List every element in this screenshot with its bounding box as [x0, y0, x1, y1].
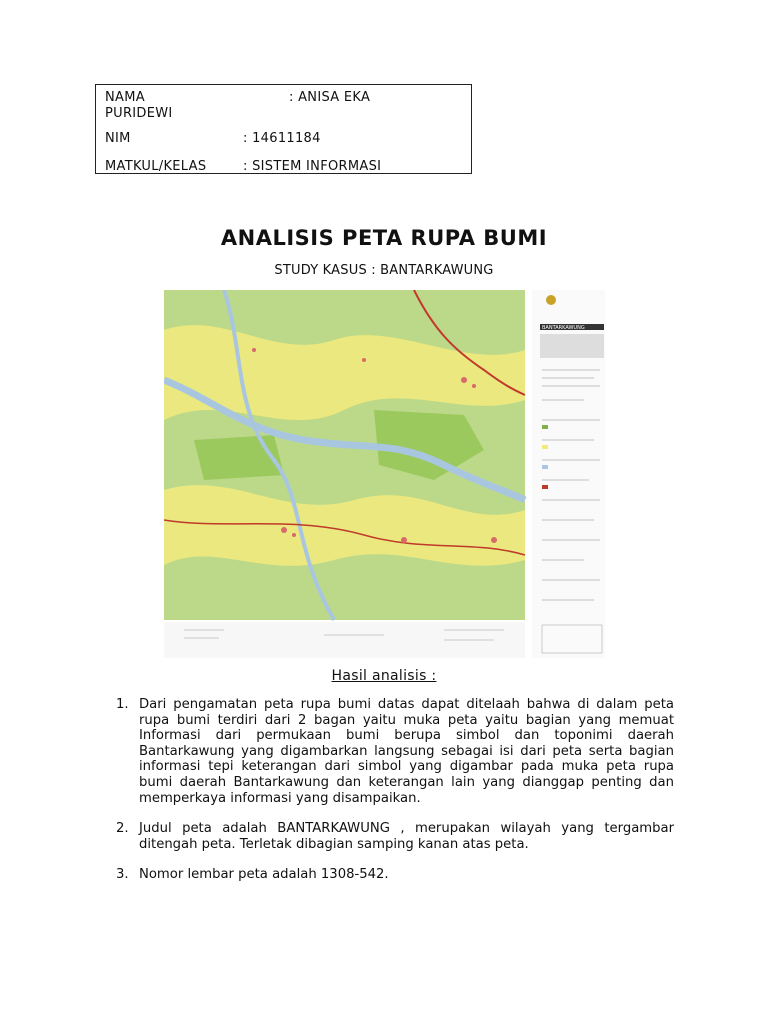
- name-value-continued: PURIDEWI: [105, 106, 173, 121]
- list-item-text: Nomor lembar peta adalah 1308-542.: [139, 867, 389, 883]
- identity-box: [95, 84, 472, 174]
- topographic-map-image: [164, 290, 605, 658]
- name-label: NAMA: [105, 90, 145, 105]
- list-item-number: 3.: [116, 867, 129, 883]
- list-item: [116, 867, 674, 883]
- class-label: MATKUL/KELAS: [105, 159, 207, 174]
- list-item: [116, 821, 674, 852]
- analysis-list: [116, 697, 674, 898]
- nim-value: : 14611184: [243, 131, 321, 146]
- name-value: : ANISA EKA: [289, 90, 371, 105]
- map-sheet-title: BANTARKAWUNG: [542, 325, 585, 331]
- list-item-text: Judul peta adalah BANTARKAWUNG , merupakan wilayah yang tergambar ditengah peta. Terletak dibagian samping kanan atas peta.: [139, 821, 674, 852]
- class-value: : SISTEM INFORMASI: [243, 159, 382, 174]
- nim-label: NIM: [105, 131, 131, 146]
- page-title: ANALISIS PETA RUPA BUMI: [220, 226, 548, 250]
- analysis-heading: Hasil analisis :: [331, 668, 437, 684]
- list-item-number: 1.: [116, 697, 129, 712]
- list-item: [116, 697, 674, 806]
- list-item-text: Dari pengamatan peta rupa bumi datas dapat ditelaah bahwa di dalam peta rupa bumi terdiri dari 2 bagan yaitu muka peta yaitu bagian yang memuat Informasi dari permukaan bumi berupa simbol dan toponimi daerah Bantarkawung yang digambarkan langsung sebagai isi dari peta serta bagian informasi tepi keterangan dari simbol yang digambar pada muka peta rupa bumi daerah Bantarkawung dan keterangan lain yang dianggap penting dan memperkaya informasi yang disampaikan.: [139, 697, 674, 806]
- list-item-number: 2.: [116, 821, 129, 837]
- map-index-diagram: [540, 334, 604, 358]
- garuda-emblem-icon: [546, 295, 556, 305]
- page-subtitle: STUDY KASUS : BANTARKAWUNG: [274, 263, 494, 278]
